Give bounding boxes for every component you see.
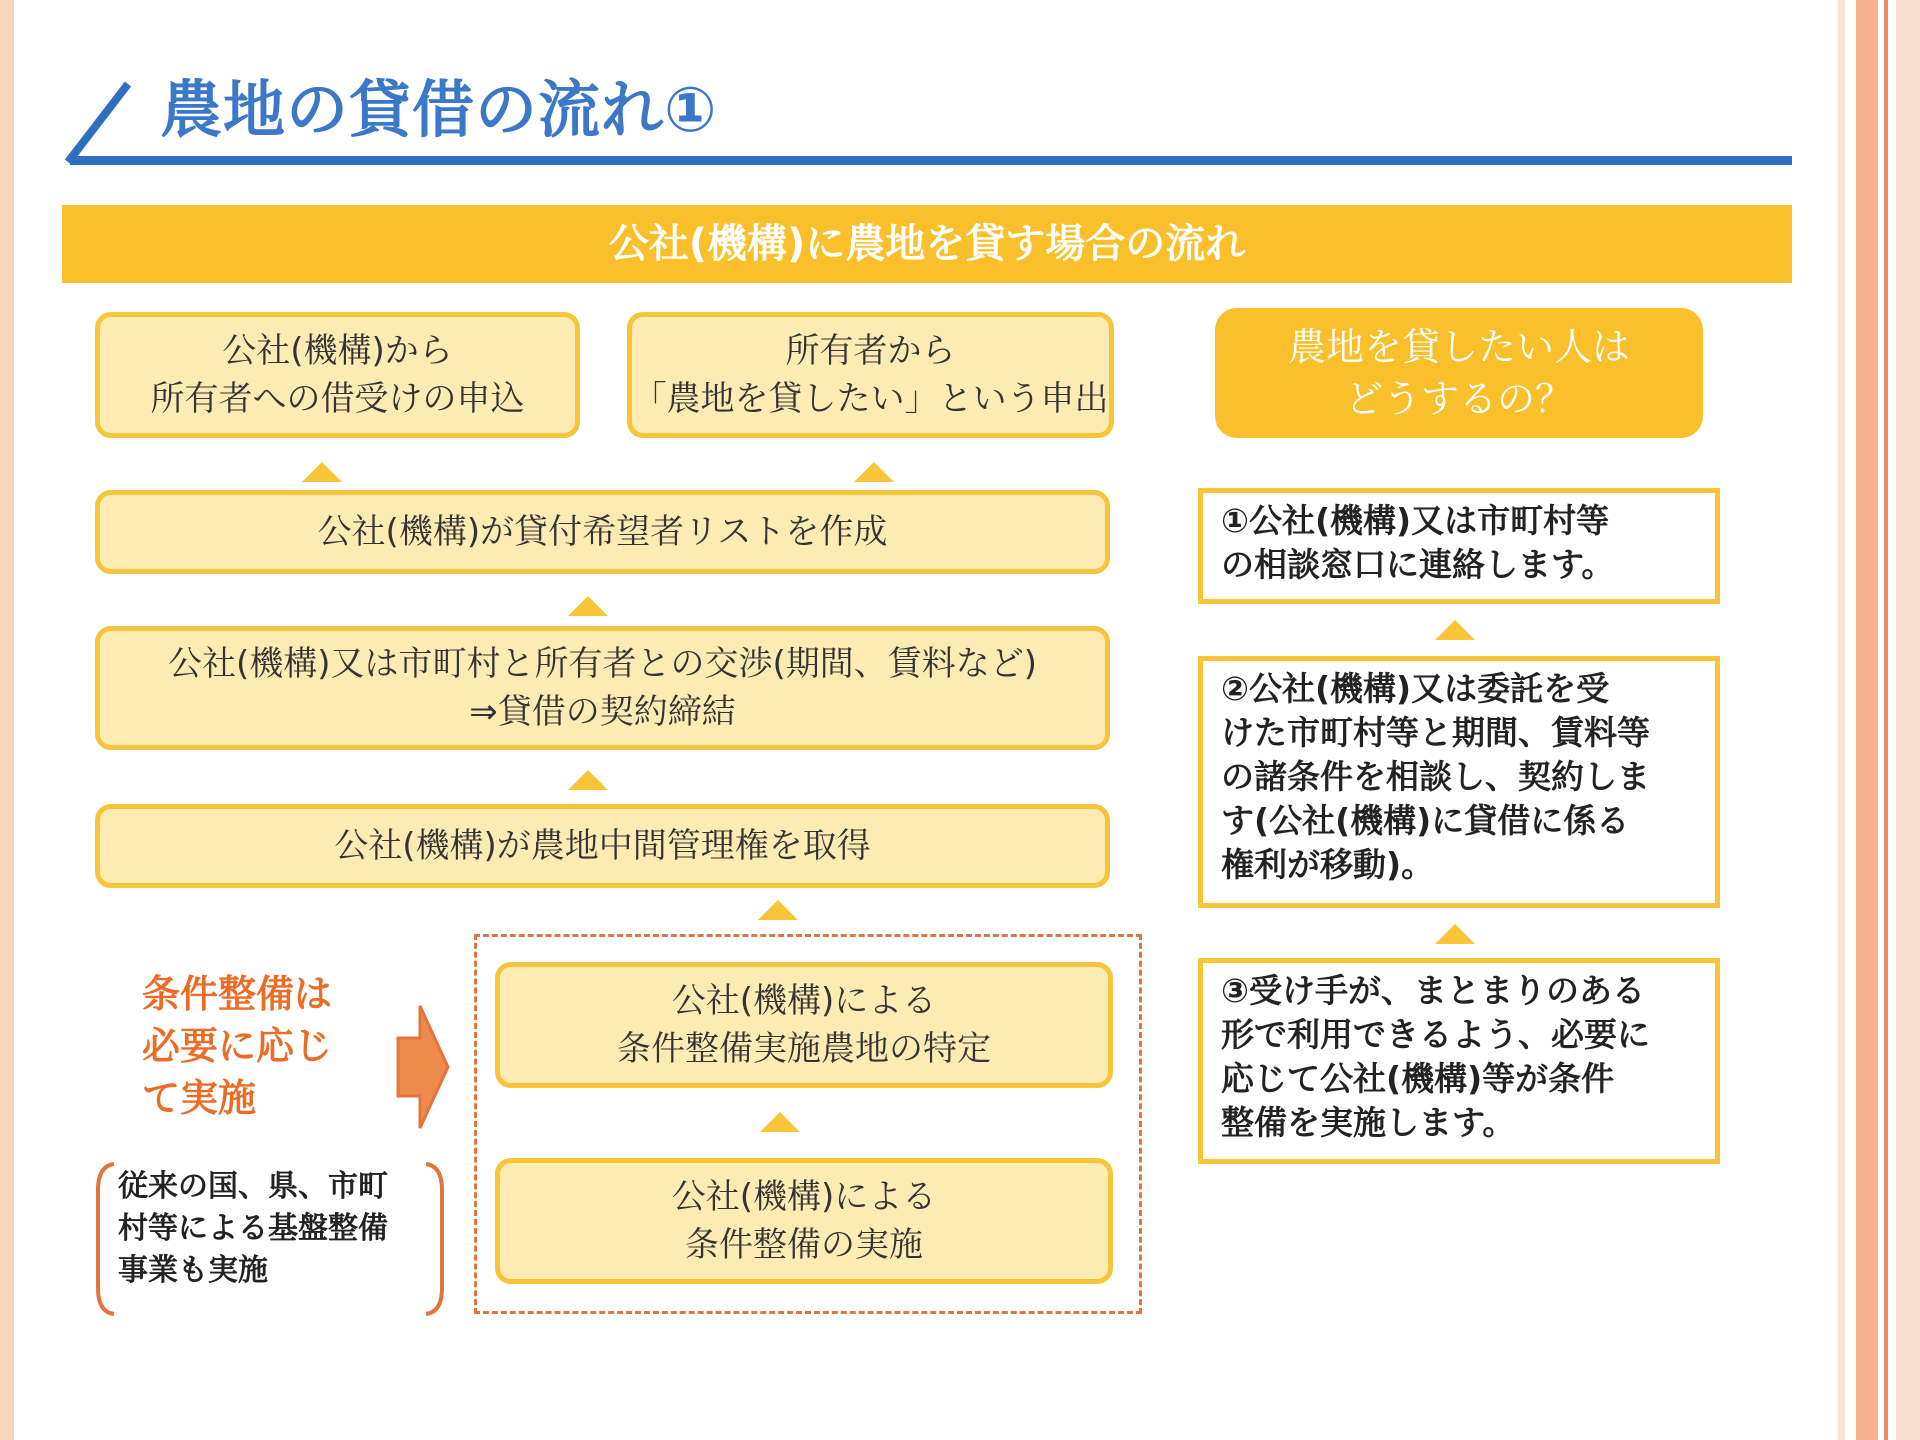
note-line: 必要に応じ — [142, 1024, 333, 1068]
title-slash-decoration — [60, 78, 140, 168]
up-arrow — [854, 462, 894, 482]
up-arrow — [758, 900, 798, 920]
right-margin-stripe — [1856, 0, 1878, 1440]
up-arrow — [568, 770, 608, 790]
step-line: の諸条件を相談し、契約しま — [1221, 757, 1650, 796]
note-line: 村等による基盤整備 — [118, 1211, 388, 1246]
box-text-line: 公社(機構)が貸付希望者リストを作成 — [317, 512, 888, 552]
section-banner: 公社(機構)に農地を貸す場合の流れ — [62, 205, 1792, 283]
box-text-line: 公社(機構)から — [222, 331, 453, 371]
improvement-note — [142, 968, 332, 1124]
question-line: どうするの？ — [1344, 377, 1573, 421]
up-arrow — [760, 1112, 800, 1132]
box-text-line: 条件整備実施農地の特定 — [617, 1029, 991, 1069]
title-underline — [70, 156, 1792, 165]
box-lease-application — [95, 312, 580, 438]
up-arrow — [1435, 620, 1475, 640]
box-text-line: 「農地を貸したい」という申出 — [632, 379, 1109, 419]
box-text-line: 所有者から — [785, 331, 956, 371]
note-line: て実施 — [142, 1076, 257, 1120]
up-arrow — [302, 462, 342, 482]
note-line: 従来の国、県、市町 — [118, 1169, 388, 1204]
step-line: ③受け手が、まとまりのある — [1221, 971, 1645, 1010]
step-line: 形で利用できるよう、必要に — [1221, 1015, 1650, 1054]
right-margin-stripe — [1896, 0, 1920, 1440]
step-1-box — [1198, 488, 1720, 604]
box-owner-request — [627, 312, 1114, 438]
note-line: 事業も実施 — [118, 1253, 268, 1288]
step-2-box — [1198, 656, 1720, 908]
step-line: けた市町村等と期間、賃料等 — [1221, 713, 1650, 752]
step-line: ①公社(機構)又は市町村等 — [1221, 501, 1610, 540]
box-acquire-rights — [95, 804, 1110, 888]
left-margin-stripe — [0, 0, 14, 1440]
step-line: ②公社(機構)又は委託を受 — [1221, 669, 1610, 708]
up-arrow — [1435, 924, 1475, 944]
step-line: す(公社(機構)に貸借に係る — [1221, 801, 1630, 840]
box-text-line: 公社(機構)又は市町村と所有者との交渉(期間、賃料など) — [167, 644, 1038, 684]
step-line: 整備を実施します。 — [1221, 1103, 1516, 1142]
box-text-line: 条件整備の実施 — [685, 1225, 923, 1265]
step-3-box — [1198, 958, 1720, 1164]
question-box — [1215, 308, 1703, 438]
box-text-line: ⇒貸借の契約締結 — [469, 692, 736, 732]
box-negotiation — [95, 626, 1110, 750]
step-line: 権利が移動)。 — [1221, 845, 1435, 884]
right-margin-stripe — [1838, 0, 1845, 1440]
right-block-arrow — [394, 1002, 452, 1132]
step-line: の相談窓口に連絡します。 — [1221, 545, 1615, 584]
box-create-list — [95, 490, 1110, 574]
infrastructure-note — [118, 1166, 388, 1292]
question-line: 農地を貸したい人は — [1287, 325, 1630, 369]
box-identify-land — [495, 962, 1113, 1088]
right-margin-stripe — [1884, 0, 1888, 1440]
box-text-line: 公社(機構)が農地中間管理権を取得 — [334, 826, 871, 866]
box-text-line: 所有者への借受けの申込 — [150, 379, 525, 419]
note-line: 条件整備は — [142, 972, 333, 1016]
box-implement-improvement — [495, 1158, 1113, 1284]
box-text-line: 公社(機構)による — [671, 1177, 937, 1217]
step-line: 応じて公社(機構)等が条件 — [1221, 1059, 1615, 1098]
box-text-line: 公社(機構)による — [671, 981, 937, 1021]
up-arrow — [568, 596, 608, 616]
page-title: 農地の貸借の流れ① — [160, 73, 718, 146]
